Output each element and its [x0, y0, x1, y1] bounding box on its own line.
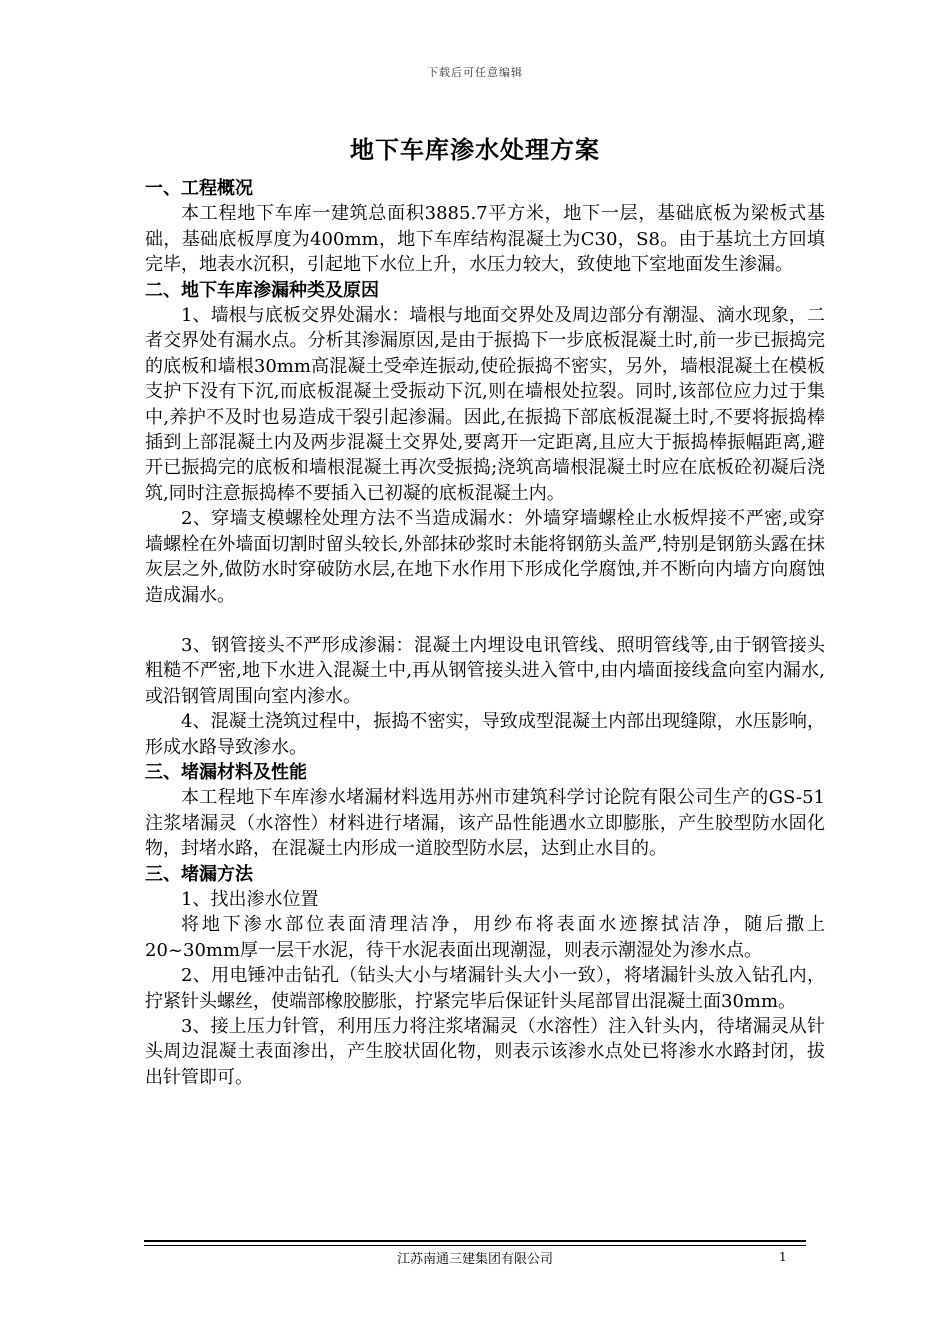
footer-page-number: 1 [779, 1250, 787, 1264]
paragraph-method-step-3: 3、接上压力针管，利用压力将注浆堵漏灵（水溶性）注入针头内，待堵漏灵从针头周边混凝土表面渗出，产生胶状固化物，则表示该渗水点处已将渗水水路封闭，拔出针管即可。 [145, 1016, 825, 1088]
paragraph-method-step-2: 2、用电锤冲击钻孔（钻头大小与堵漏针头大小一致），将堵漏针头放入钻孔内，拧紧针头螺丝，使端部橡胶膨胀，拧紧完毕后保证针头尾部冒出混凝土面30mm。 [145, 965, 825, 1012]
section-heading-methods: 三、堵漏方法 [145, 863, 253, 885]
paragraph-leak-1: 1、墙根与底板交界处漏水：墙根与地面交界处及周边部分有潮湿、滴水现象，二者交界处有漏水点。分析其渗漏原因,是由于振捣下一步底板混凝土时,前一步已振捣完的底板和墙根30mm高混凝土受牵连振动,使砼振捣不密实，另外，墙根混凝土在模板支护下没有下沉,而底板混凝土受振动下沉,则在墙根处拉裂。同时,该部位应力过于集中,养护不及时也易造成干裂引起渗漏。因此,在振捣下部底板混凝土时,不要将振捣棒插到上部混凝土内及两步混凝土交界处,要离开一定距离,且应大于振捣棒振幅距离,避开已振捣完的底板和墙根混凝土再次受振捣;浇筑高墙根混凝土时应在底板砼初凝后浇筑,同时注意振捣棒不要插入已初凝的底板混凝土内。 [145, 305, 825, 504]
paragraph-leak-2: 2、穿墙支模螺栓处理方法不当造成漏水：外墙穿墙螺栓止水板焊接不严密,或穿墙螺栓在外墙面切割时留头较长,外部抹砂浆时未能将钢筋头盖严,特别是钢筋头露在抹灰层之外,做防水时穿破防水层,在地下水作用下形成化学腐蚀,并不断向内墙方向腐蚀造成漏水。 [145, 508, 825, 606]
document-title: 地下车库渗水处理方案 [350, 136, 600, 164]
paragraph-leak-3: 3、钢管接头不严形成渗漏：混凝土内埋设电讯管线、照明管线等,由于钢管接头粗糙不严密,地下水进入混凝土中,再从钢管接头进入管中,由内墙面接线盒向室内漏水,或沿钢管周围向室内渗水。 [145, 634, 825, 707]
paragraph-materials: 本工程地下车库渗水堵漏材料选用苏州市建筑科学讨论院有限公司生产的GS-51注浆堵漏灵（水溶性）材料进行堵漏，该产品性能遇水立即膨胀，产生胶型防水固化物，封堵水路，在混凝土内形成一道胶型防水层，达到止水目的。 [145, 787, 825, 860]
paragraph-spacer [145, 608, 825, 633]
paragraph-method-step-1-detail: 将地下渗水部位表面清理洁净，用纱布将表面水迹擦拭洁净，随后撒上20~30mm厚一层干水泥，待干水泥表面出现潮湿，则表示潮湿处为渗水点。 [145, 914, 825, 961]
document-body [145, 176, 825, 1090]
paragraph-method-step-1-title: 1、找出渗水位置 [181, 888, 319, 910]
footer-rule-thin [144, 1245, 806, 1246]
footer-company-name: 江苏南通三建集团有限公司 [396, 1252, 553, 1267]
section-heading-materials: 三、堵漏材料及性能 [145, 761, 307, 783]
section-heading-leak-types: 二、地下车库渗漏种类及原因 [145, 279, 379, 301]
paragraph-overview: 本工程地下车库一建筑总面积3885.7平方米，地下一层，基础底板为梁板式基础，基础底板厚度为400mm，地下车库结构混凝土为C30，S8。由于基坑土方回填完毕，地表水沉积，引起地下水位上升，水压力较大，致使地下室地面发生渗漏。 [145, 203, 825, 276]
section-heading-overview: 一、工程概况 [145, 178, 253, 199]
paragraph-leak-4: 4、混凝土浇筑过程中，振捣不密实，导致成型混凝土内部出现缝隙，水压影响，形成水路导致渗水。 [145, 711, 825, 758]
footer-rule-thick [144, 1240, 806, 1242]
header-note: 下载后可任意编辑 [427, 66, 523, 79]
